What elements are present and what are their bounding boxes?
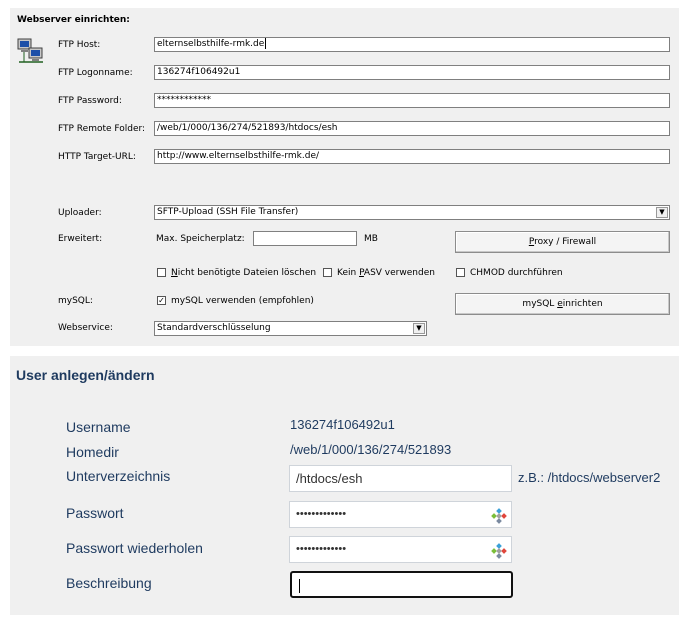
chmod-checkbox[interactable] (456, 268, 465, 277)
mysql-btn-pre: mySQL (522, 299, 558, 309)
proxy-label-accel: P (528, 237, 535, 247)
webservice-value: Standardverschlüsselung (157, 323, 271, 333)
passwort-wiederholen-input[interactable] (289, 536, 512, 563)
unterverzeichnis-label: Unterverzeichnis (66, 468, 171, 484)
nicht-benoetigte-label (171, 268, 316, 278)
passwort-value: ••••••••••••• (296, 508, 347, 520)
max-speicher-label: Max. Speicherplatz: (156, 234, 245, 244)
mysql-checkbox[interactable] (157, 296, 166, 305)
uploader-value: SFTP-Upload (SSH File Transfer) (157, 207, 299, 217)
username-value: 136274f106492u1 (290, 417, 395, 432)
text-caret (265, 38, 266, 49)
webserver-title: Webserver einrichten: (17, 15, 130, 25)
text-caret (299, 579, 300, 593)
unterverzeichnis-example: z.B.: /htdocs/webserver2 (518, 470, 661, 485)
mb-unit-label: MB (364, 234, 378, 244)
ftp-host-input[interactable] (154, 37, 670, 52)
homedir-label: Homedir (66, 444, 119, 460)
chevron-down-icon[interactable]: ▼ (413, 323, 425, 334)
beschreibung-input[interactable] (290, 571, 513, 598)
ftp-remote-folder-input[interactable]: /web/1/000/136/274/521893/htdocs/esh (154, 121, 670, 136)
nicht-label-accel: N (171, 268, 178, 278)
webservice-label: Webservice: (58, 323, 113, 333)
checkmark-icon: ✓ (158, 296, 165, 305)
network-computers-icon (17, 37, 45, 65)
kein-pasv-label (337, 268, 435, 278)
proxy-label-post: roxy / Firewall (534, 237, 597, 247)
mysql-einrichten-button[interactable] (455, 293, 670, 315)
ftp-password-input[interactable]: ************ (154, 93, 670, 108)
mysql-btn-post: inrichten (562, 299, 603, 309)
nicht-label-post: icht benötigte Dateien löschen (177, 268, 317, 278)
pasv-label-pre: Kein (337, 268, 360, 278)
chmod-label: CHMOD durchführen (470, 268, 563, 278)
passwort-wiederholen-label: Passwort wiederholen (66, 540, 203, 556)
ftp-logon-label: FTP Logonname: (58, 68, 133, 78)
user-panel-title: User anlegen/ändern (16, 367, 155, 383)
webservice-select[interactable] (154, 321, 427, 336)
beschreibung-label: Beschreibung (66, 575, 152, 591)
erweitert-label: Erweitert: (58, 234, 103, 244)
ftp-host-label: FTP Host: (58, 40, 101, 50)
max-speicher-input[interactable] (253, 231, 357, 246)
ftp-password-label: FTP Password: (58, 96, 122, 106)
username-label: Username (66, 419, 131, 435)
passwort-input[interactable] (289, 501, 512, 528)
chevron-down-icon[interactable]: ▼ (656, 207, 668, 218)
mysql-label: mySQL: (58, 296, 93, 306)
password-generator-icon[interactable] (491, 543, 507, 559)
uploader-select[interactable] (154, 205, 670, 220)
pasv-label-post: ASV verwenden (363, 268, 435, 278)
http-target-url-label: HTTP Target-URL: (58, 152, 136, 162)
password-generator-icon[interactable] (491, 508, 507, 524)
mysql-checkbox-label: mySQL verwenden (empfohlen) (171, 296, 314, 306)
passwort-label: Passwort (66, 505, 124, 521)
passwort-wiederholen-value: ••••••••••••• (296, 543, 347, 555)
http-target-url-input[interactable]: http://www.elternselbsthilfe-rmk.de/ (154, 149, 670, 164)
kein-pasv-checkbox[interactable] (323, 268, 332, 277)
proxy-firewall-button[interactable] (455, 231, 670, 253)
ftp-remote-folder-label: FTP Remote Folder: (58, 124, 146, 134)
ftp-logon-input[interactable]: 136274f106492u1 (154, 65, 670, 80)
mysql-btn-accel: e (557, 299, 563, 309)
uploader-label: Uploader: (58, 208, 102, 218)
nicht-benoetigte-checkbox[interactable] (157, 268, 166, 277)
pasv-label-accel: P (359, 268, 364, 278)
unterverzeichnis-input[interactable]: /htdocs/esh (289, 465, 512, 492)
homedir-value: /web/1/000/136/274/521893 (290, 442, 452, 457)
ftp-host-value: elternselbsthilfe-rmk.de (157, 39, 265, 49)
